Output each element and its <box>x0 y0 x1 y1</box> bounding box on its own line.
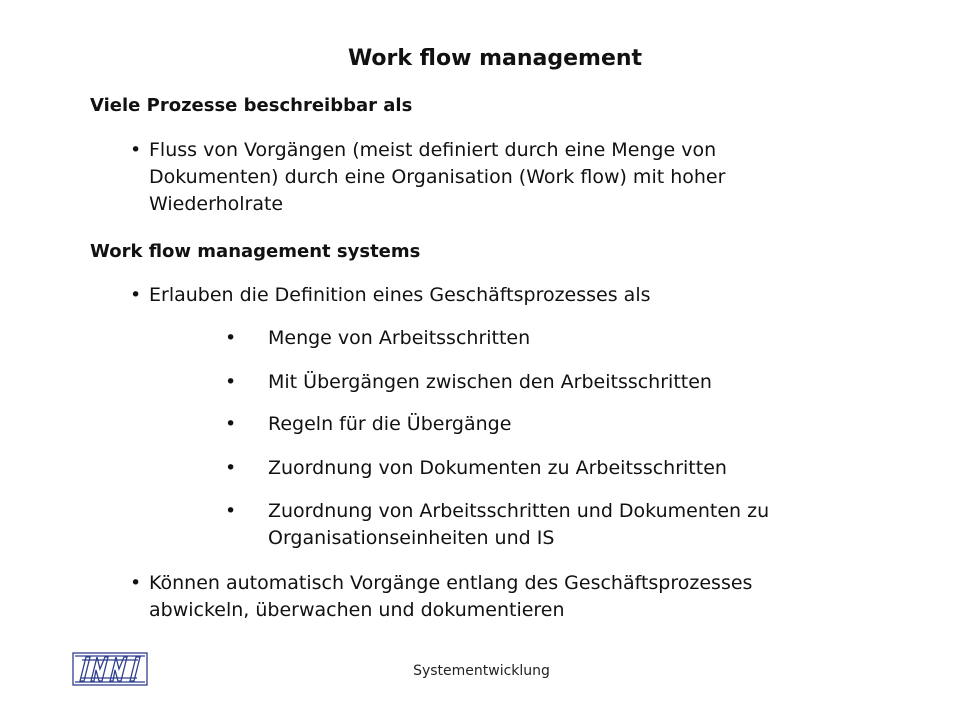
bullet-marker: • <box>225 413 237 435</box>
bullet-marker: • <box>130 572 142 594</box>
bullet-automation <box>130 570 850 624</box>
slide-title: Work flow management <box>347 46 643 71</box>
sub-bullet-text: Menge von Arbeitsschritten <box>268 327 531 349</box>
sub-bullet-text: Zuordnung von Arbeitsschritten und Dokumenten zu Organisationseinheiten und IS <box>268 500 770 549</box>
bullet-marker: • <box>225 327 237 349</box>
sub-bullet-rules <box>225 411 865 438</box>
bullet-text: Fluss von Vorgängen (meist definiert durch eine Menge von Dokumenten) durch eine Organisation (Work flow) mit hoher Wiederholrate <box>149 139 726 215</box>
sub-bullet-transitions <box>225 369 865 396</box>
section-heading-processes: Viele Prozesse beschreibbar als <box>90 95 413 116</box>
bullet-work-flow <box>130 137 850 218</box>
sub-bullet-text: Zuordnung von Dokumenten zu Arbeitsschritten <box>268 457 727 479</box>
bullet-marker: • <box>225 371 237 393</box>
sub-bullet-text: Regeln für die Übergänge <box>268 413 512 435</box>
sub-bullet-document-mapping <box>225 455 865 482</box>
bullet-marker: • <box>130 284 142 306</box>
bullet-text: Können automatisch Vorgänge entlang des Geschäftsprozesses abwickeln, überwachen und dokumentieren <box>149 572 753 621</box>
footer-text: Systementwicklung <box>413 663 550 679</box>
sub-bullet-steps <box>225 325 865 352</box>
sub-bullet-organisation-mapping <box>225 498 865 552</box>
bullet-definition <box>130 282 850 309</box>
bullet-marker: • <box>225 500 237 522</box>
bullet-marker: • <box>225 457 237 479</box>
bullet-text: Erlauben die Definition eines Geschäftsprozesses als <box>149 284 651 306</box>
sub-bullet-text: Mit Übergängen zwischen den Arbeitsschritten <box>268 371 712 393</box>
bullet-marker: • <box>130 139 142 161</box>
section-heading-systems: Work flow management systems <box>90 241 421 262</box>
